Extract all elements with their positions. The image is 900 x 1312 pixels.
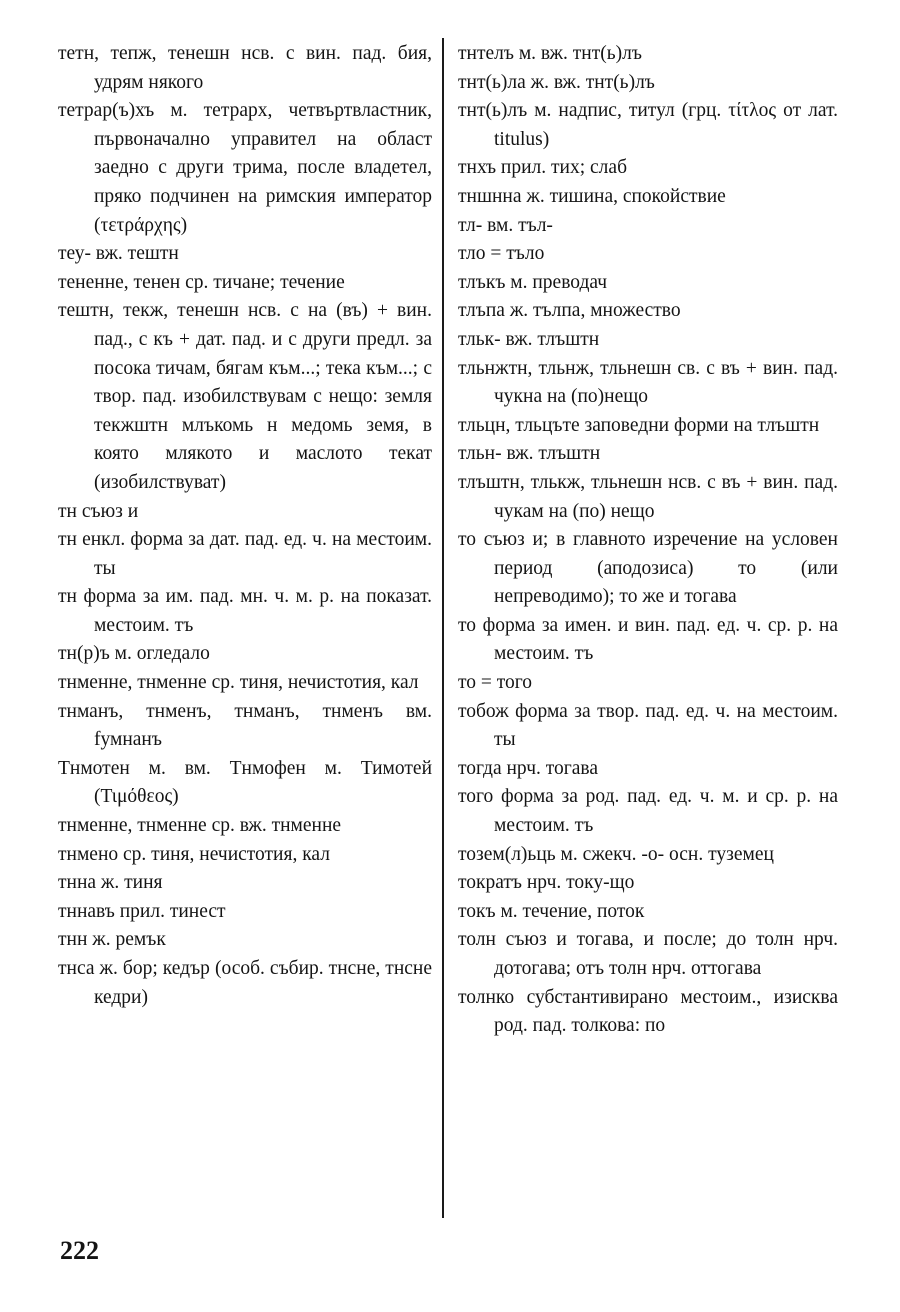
dictionary-entry: тлъштн, тлькж, тльнешн нсв. с въ + вин. пад. чукам на (по) нещо (458, 471, 838, 522)
dictionary-entry: тнн ж. ремък (58, 929, 166, 951)
dictionary-entry: толнко субстантивирано местоим., изисква род. пад. толкова: по (458, 986, 838, 1037)
dictionary-entry: тльк- вж. тлъштн (458, 328, 600, 350)
dictionary-entry: тльнжтн, тльнж, тльнешн св. с въ + вин. пад. чукна на (по)нещо (458, 357, 838, 408)
dictionary-entry: то = того (458, 672, 533, 694)
dictionary-entry: тлъпа ж. тълпа, множество (458, 300, 681, 322)
dictionary-entry: тн форма за им. пад. мн. ч. м. р. на показат. местоим. тъ (58, 586, 432, 636)
right-column (458, 40, 838, 1041)
dictionary-entry: тло = тъло (458, 243, 545, 265)
dictionary-entry: тененне, тенен ср. тичане; течение (58, 271, 345, 293)
dictionary-entry: тльцн, тльцъте заповедни форми на тлъштн (458, 414, 820, 436)
dictionary-entry: тн съюз и (58, 500, 139, 522)
left-column (58, 40, 432, 1012)
dictionary-entry: тетрар(ъ)хъ м. тетрарх, четвъртвластник, първоначално управител на област заедно с други трима, после владетел, пряко подчинен на римския император (τετράρχης) (58, 100, 432, 236)
dictionary-entry: тештн, текж, тенешн нсв. с на (въ) + вин. пад., с къ + дат. пад. и с други предл. за посока тичам, бягам към...; тека към...; с твор. пад. изобилствувам с нещо: земля текжштн млъкомь н медомь земя, в която млякото и маслото текат (изобилствуват) (58, 300, 432, 493)
dictionary-entry: тнхъ прил. тих; слаб (458, 157, 627, 179)
column-divider (442, 38, 444, 1218)
dictionary-entry: толн съюз и тогава, и после; до толн нрч. дотогава; отъ толн нрч. оттогава (458, 929, 838, 979)
dictionary-entry: тнтелъ м. вж. тнт(ь)лъ (458, 43, 642, 64)
dictionary-entry: тозем(л)ьць м. сжекч. -о- осн. туземец (458, 843, 774, 865)
dictionary-entry: тобож форма за твор. пад. ед. ч. на местоим. ты (458, 700, 838, 751)
dictionary-entry: того форма за род. пад. ед. ч. м. и ср. р. на местоим. тъ (458, 786, 838, 837)
dictionary-entry: тн енкл. форма за дат. пад. ед. ч. на местоим. ты (58, 529, 432, 579)
dictionary-entry: токъ м. течение, поток (458, 900, 645, 922)
dictionary-entry: тннавъ прил. тинест (58, 900, 226, 922)
dictionary-entry: тнменне, тнменне ср. вж. тнменне (58, 815, 342, 837)
dictionary-entry: тнмено ср. тиня, нечистотия, кал (58, 843, 330, 865)
dictionary-entry: Тнмотен м. вм. Тнмофен м. Тимотей (Τιμόθεος) (58, 757, 432, 808)
dictionary-entry: тл- вм. тъл- (458, 214, 553, 236)
dictionary-entry: то съюз и; в главното изречение на условен период (аподозиса) то (или непреводимо); то же и тогава (458, 529, 838, 608)
page-number: 222 (60, 1236, 99, 1265)
dictionary-entry: тнт(ь)ла ж. вж. тнт(ь)лъ (458, 71, 655, 93)
dictionary-entry: тншнна ж. тишина, спокойствие (458, 185, 726, 207)
dictionary-entry: тнт(ь)лъ м. надпис, титул (грц. τίτλος от лат. titulus) (458, 100, 838, 150)
dictionary-entry: то форма за имен. и вин. пад. ед. ч. ср. р. на местоим. тъ (458, 614, 838, 665)
dictionary-entry: тократъ нрч. току-що (458, 872, 635, 894)
dictionary-entry: тнманъ, тнменъ, тнманъ, тнменъ вм. fумнанъ (58, 700, 432, 751)
dictionary-entry: тльн- вж. тлъштн (458, 443, 601, 465)
dictionary-entry: тн(р)ъ м. огледало (58, 643, 210, 665)
dictionary-entry: тнса ж. бор; кедър (особ. събир. тнсне, тнсне кедри) (58, 958, 432, 1008)
dictionary-entry: тлъкъ м. преводач (458, 271, 608, 293)
dictionary-entry: тнна ж. тиня (58, 872, 163, 894)
dictionary-entry: теу- вж. тештн (58, 243, 179, 265)
dictionary-entry: тнменне, тнменне ср. тиня, нечистотия, кал (58, 672, 419, 694)
dictionary-entry: тогда нрч. тогава (458, 757, 599, 779)
dictionary-entry: тетн, тепж, тенешн нсв. с вин. пад. бия, удрям някого (58, 43, 432, 93)
